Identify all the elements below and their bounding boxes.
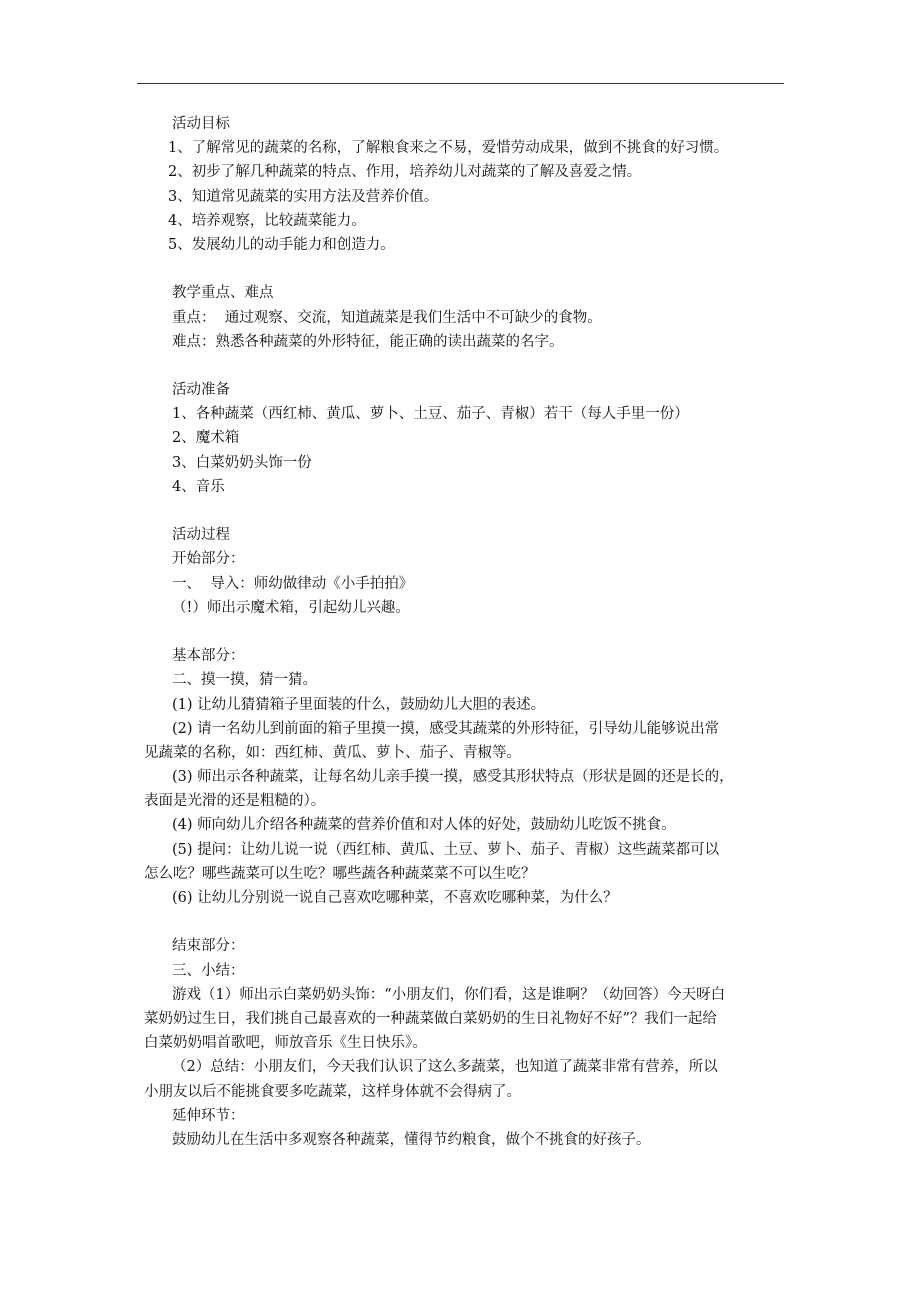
basic-step: (3) 师出示各种蔬菜，让每名幼儿亲手摸一摸，感受其形状特点（形状是圆的还是长的， [172,769,734,786]
basic-step: 表面是光滑的还是粗糙的）。 [144,793,326,810]
focus-key: 重点： 通过观察、交流，知道蔬菜是我们生活中不可缺少的食物。 [172,309,602,326]
end-line: 小朋友以后不能挑食要多吃蔬菜，这样身体就不会得病了。 [144,1083,521,1100]
end-line: （2）总结：小朋友们，今天我们认识了这么多蔬菜，也知道了蔬菜非常有营养，所以 [172,1059,718,1076]
end-title: 结束部分： [172,938,245,955]
goals-heading: 活动目标 [172,116,230,132]
basic-step: (4) 师向幼儿介绍各种蔬菜的营养价值和对人体的好处，鼓励幼儿吃饭不挑食。 [172,817,676,834]
end-item: 三、小结： [172,962,245,979]
start-title: 开始部分： [172,551,245,568]
prep-item: 1、各种蔬菜（西红柿、黄瓜、萝卜、土豆、茄子、青椒）若干（每人手里一份） [172,406,689,423]
basic-step: (1) 让幼儿猜猜箱子里面装的什么，鼓励幼儿大胆的表述。 [172,696,546,713]
basic-step: 见蔬菜的名称，如：西红柿、黄瓜、萝卜、茄子、青椒等。 [144,744,521,761]
goal-item: 4、培养观察，比较蔬菜能力。 [168,212,366,229]
goal-item: 1、了解常见的蔬菜的名称，了解粮食来之不易，爱惜劳动成果，做到不挑食的好习惯。 [168,140,729,157]
basic-title: 基本部分： [172,648,245,665]
start-item: 一、 导入：师幼做律动《小手拍拍》 [172,575,414,592]
process-heading: 活动过程 [172,527,230,544]
ext-title: 延伸环节： [172,1107,245,1124]
prep-heading: 活动准备 [172,382,230,399]
goal-item: 2、初步了解几种蔬菜的特点、作用，培养幼儿对蔬菜的了解及喜爱之情。 [168,164,642,181]
header-rule [137,83,784,84]
focus-difficult: 难点：熟悉各种蔬菜的外形特征，能正确的读出蔬菜的名字。 [172,333,564,350]
focus-heading: 教学重点、难点 [172,285,274,302]
basic-step: (5) 提问：让幼儿说一说（西红柿、黄瓜、土豆、萝卜、茄子、青椒）这些蔬菜都可以 [172,841,720,858]
prep-item: 3、白菜奶奶头饰一份 [172,454,312,471]
basic-item: 二、摸一摸，猜一猜。 [172,672,317,689]
start-sub: （!）师出示魔术箱，引起幼儿兴趣。 [172,599,410,616]
basic-step: (6) 让幼儿分别说一说自己喜欢吃哪种菜，不喜欢吃哪种菜，为什么？ [172,890,618,906]
ext-text: 鼓励幼儿在生活中多观察各种蔬菜，懂得节约粮食，做个不挑食的好孩子。 [172,1131,651,1148]
prep-item: 2、魔术箱 [172,430,240,447]
document-body [144,112,784,1152]
end-line: 游戏（1）师出示白菜奶奶头饰：“小朋友们，你们看，这是谁啊？（幼回答）今天呀白 [172,986,726,1003]
end-line: 菜奶奶过生日，我们挑自己最喜欢的一种蔬菜做白菜奶奶的生日礼物好不好”？我们一起给 [144,1010,717,1027]
end-line: 白菜奶奶唱首歌吧，师放音乐《生日快乐》。 [144,1035,427,1052]
basic-step: (2) 请一名幼儿到前面的箱子里摸一摸，感受其蔬菜的外形特征，引导幼儿能够说出常 [172,720,720,737]
basic-step: 怎么吃？哪些蔬菜可以生吃？哪些蔬各种蔬菜菜不可以生吃？ [144,865,536,882]
goal-item: 3、知道常见蔬菜的实用方法及营养价值。 [168,188,439,205]
goal-item: 5、发展幼儿的动手能力和创造力。 [168,236,395,253]
prep-item: 4、音乐 [172,478,225,495]
